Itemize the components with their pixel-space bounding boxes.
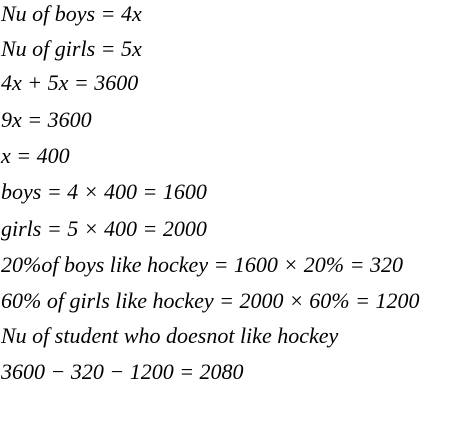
equation-line-3: 4x + 5x = 3600 (1, 70, 139, 95)
equation-line-5: x = 400 (1, 143, 70, 168)
equation-line-8: 20%of boys like hockey = 1600 × 20% = 320 (1, 252, 403, 277)
equation-line-4: 9x = 3600 (1, 107, 92, 132)
equation-line-1: Nu of boys = 4x (1, 1, 142, 26)
equation-line-10: Nu of student who doesnot like hockey (1, 323, 339, 348)
equation-line-2: Nu of girls = 5x (1, 36, 142, 61)
equation-line-7: girls = 5 × 400 = 2000 (1, 216, 207, 241)
equation-line-9: 60% of girls like hockey = 2000 × 60% = 1200 (1, 288, 420, 313)
equation-line-6: boys = 4 × 400 = 1600 (1, 179, 207, 204)
equation-line-11: 3600 − 320 − 1200 = 2080 (1, 359, 244, 384)
